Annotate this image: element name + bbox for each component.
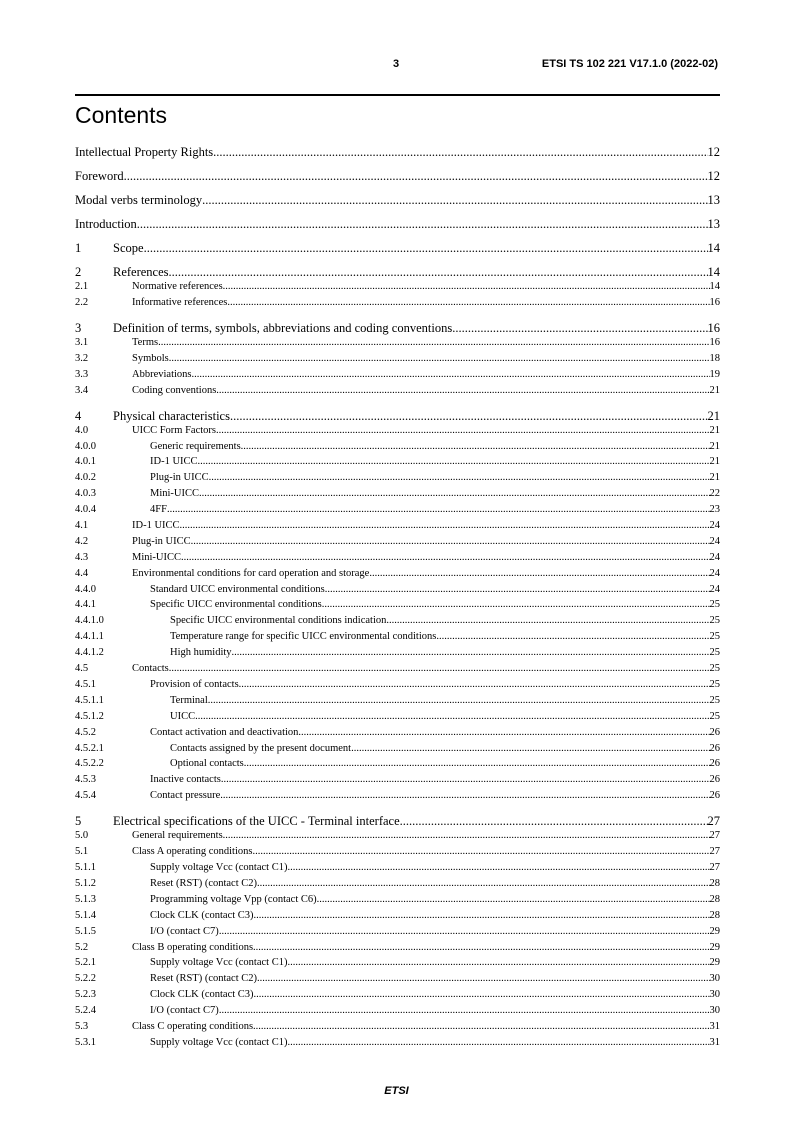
toc-leader-dots (169, 264, 708, 280)
toc-entry-title: Introduction (75, 217, 137, 231)
toc-leader-dots (400, 813, 708, 829)
toc-entry-title: Scope (113, 241, 144, 255)
toc-entry-number: 3.1 (75, 337, 89, 348)
toc-entry-page: 28 (709, 878, 720, 889)
toc-entry-title: Specific UICC environmental conditions (150, 599, 322, 610)
toc-entry-page: 28 (709, 894, 720, 905)
toc-leader-dots (322, 598, 710, 611)
toc-entry[interactable] (75, 567, 720, 580)
toc-leader-dots (257, 877, 709, 890)
toc-entry[interactable] (75, 535, 720, 548)
toc-entry-number: 3.4 (75, 385, 89, 396)
toc-leader-dots (216, 424, 710, 437)
toc-entry-title: Plug-in UICC (150, 472, 209, 483)
toc-entry[interactable] (75, 424, 720, 437)
toc-leader-dots (227, 296, 709, 309)
toc-entry-page: 14 (709, 281, 720, 292)
toc-leader-dots (244, 757, 710, 770)
toc-entry[interactable] (75, 773, 720, 786)
toc-entry-page: 25 (709, 599, 720, 610)
toc-entry-title: Mini-UICC (132, 552, 182, 563)
toc-entry-number: 4.0.3 (75, 488, 96, 499)
page-title: Contents (75, 102, 168, 128)
toc-entry-page: 26 (709, 743, 720, 754)
toc-entry[interactable] (75, 280, 720, 293)
toc-entry[interactable] (75, 757, 720, 770)
toc-entry-page: 24 (709, 552, 720, 563)
toc-leader-dots (287, 861, 709, 874)
toc-entry-page: 26 (709, 727, 720, 738)
toc-entry-title: Contact activation and deactivation (150, 727, 299, 738)
toc-entry-number: 5.1.5 (75, 926, 96, 937)
toc-entry[interactable] (75, 503, 720, 516)
toc-entry-number: 4.5.3 (75, 774, 96, 785)
toc-entry-number: 5.2.2 (75, 973, 96, 984)
toc-leader-dots (239, 678, 710, 691)
toc-leader-dots (216, 384, 709, 397)
toc-entry-title: Class B operating conditions (132, 942, 254, 953)
toc-entry-page: 16 (709, 297, 720, 308)
toc-entry-number: 5.1.3 (75, 894, 96, 905)
toc-entry[interactable] (75, 384, 720, 397)
toc-entry[interactable] (75, 726, 720, 739)
toc-entry-number: 3.2 (75, 353, 89, 364)
toc-leader-dots (191, 535, 710, 548)
page-number: 3 (392, 58, 400, 70)
toc-entry-page: 22 (709, 488, 720, 499)
toc-entry-title: Reset (RST) (contact C2) (150, 878, 258, 889)
toc-entry-page: 21 (709, 441, 720, 452)
toc-entry-page: 25 (709, 663, 720, 674)
toc-entry[interactable] (75, 742, 720, 755)
toc-leader-dots (298, 726, 709, 739)
toc-leader-dots (254, 909, 710, 922)
toc-entry[interactable] (75, 662, 720, 675)
toc-entry-number: 4.5.1.1 (75, 695, 104, 706)
toc-entry-page: 27 (707, 814, 720, 828)
toc-entry-page: 25 (709, 615, 720, 626)
toc-entry[interactable] (75, 264, 720, 280)
toc-leader-dots (202, 192, 707, 208)
toc-entry-title: Optional contacts (170, 758, 244, 769)
toc-entry-page: 16 (707, 321, 720, 335)
toc-entry-number: 5.2 (75, 942, 89, 953)
toc-entry[interactable] (75, 678, 720, 691)
toc-entry-title: Class A operating conditions (132, 846, 253, 857)
footer-label: ETSI (384, 1085, 409, 1097)
toc-leader-dots (221, 773, 710, 786)
toc-entry[interactable] (75, 861, 720, 874)
toc-entry-page: 21 (707, 409, 720, 423)
toc-entry-title: Contacts assigned by the present document (170, 743, 352, 754)
toc-leader-dots (169, 352, 710, 365)
toc-leader-dots (351, 742, 709, 755)
toc-entry-title: I/O (contact C7) (150, 926, 219, 937)
toc-leader-dots (208, 694, 710, 707)
toc-leader-dots (198, 455, 710, 468)
toc-entry-page: 16 (709, 337, 720, 348)
toc-entry-title: Programming voltage Vpp (contact C6) (150, 894, 317, 905)
toc-entry-number: 3 (75, 321, 82, 335)
toc-entry-page: 27 (709, 846, 720, 857)
toc-leader-dots (219, 1004, 710, 1017)
toc-entry-title: Environmental conditions for card operation and storage (132, 568, 370, 579)
toc-entry-number: 5.1.2 (75, 878, 96, 889)
toc-entry-number: 5.2.1 (75, 957, 96, 968)
toc-entry-title: Abbreviations (132, 369, 192, 380)
toc-entry-page: 21 (709, 472, 720, 483)
toc-entry[interactable] (75, 471, 720, 484)
toc-entry[interactable] (75, 368, 720, 381)
toc-entry[interactable] (75, 1036, 720, 1049)
toc-entry-number: 4.0.2 (75, 472, 96, 483)
toc-entry[interactable] (75, 408, 720, 424)
toc-entry-page: 25 (709, 631, 720, 642)
toc-leader-dots (232, 646, 710, 659)
toc-leader-dots (257, 972, 709, 985)
toc-entry-page: 31 (709, 1037, 720, 1048)
document-id: ETSI TS 102 221 V17.1.0 (2022-02) (541, 58, 718, 70)
toc-leader-dots (317, 893, 710, 906)
toc-entry-number: 4.5.2 (75, 727, 96, 738)
toc-entry-number: 4.3 (75, 552, 89, 563)
toc-entry-title: Electrical specifications of the UICC - Terminal interface (113, 814, 400, 828)
toc-entry-title: Physical characteristics (113, 409, 230, 423)
toc-entry-page: 19 (709, 369, 720, 380)
toc-entry-number: 4.4.1.2 (75, 647, 104, 658)
toc-entry[interactable] (75, 240, 720, 256)
toc-entry-page: 21 (709, 456, 720, 467)
toc-entry-number: 5.3.1 (75, 1037, 96, 1048)
toc-entry[interactable] (75, 320, 720, 336)
toc-entry-number: 4.5.4 (75, 790, 96, 801)
toc-entry-title: I/O (contact C7) (150, 1005, 219, 1016)
toc-leader-dots (124, 168, 708, 184)
toc-leader-dots (199, 487, 709, 500)
toc-entry-number: 4.0.0 (75, 441, 96, 452)
toc-entry[interactable] (75, 598, 720, 611)
toc-entry-title: Terms (132, 337, 159, 348)
toc-leader-dots (452, 320, 707, 336)
toc-leader-dots (252, 845, 709, 858)
toc-entry-page: 30 (709, 989, 720, 1000)
toc-entry-page: 14 (707, 265, 720, 279)
toc-entry-number: 2.2 (75, 297, 89, 308)
toc-entry-title: Clock CLK (contact C3) (150, 910, 254, 921)
toc-entry-title: ID-1 UICC (132, 520, 180, 531)
toc-leader-dots (369, 567, 709, 580)
toc-entry[interactable] (75, 813, 720, 829)
toc-entry-number: 4.4 (75, 568, 89, 579)
toc-entry[interactable] (75, 455, 720, 468)
toc-leader-dots (213, 144, 707, 160)
toc-leader-dots (180, 519, 710, 532)
toc-entry-title: Normative references (132, 281, 223, 292)
toc-entry-page: 29 (709, 957, 720, 968)
toc-entry-title: Clock CLK (contact C3) (150, 989, 254, 1000)
toc-entry-page: 26 (709, 790, 720, 801)
toc-entry-number: 4.4.1.1 (75, 631, 104, 642)
toc-entry-page: 14 (707, 241, 720, 255)
toc-leader-dots (219, 925, 710, 938)
toc-entry-number: 5 (75, 814, 82, 828)
toc-entry-page: 25 (709, 647, 720, 658)
toc-leader-dots (195, 710, 709, 723)
toc-entry-number: 2 (75, 265, 82, 279)
toc-entry-title: Class C operating conditions (132, 1021, 254, 1032)
toc-entry-number: 3.3 (75, 369, 89, 380)
toc-entry-number: 4.5.2.2 (75, 758, 104, 769)
toc-entry-title: Temperature range for specific UICC environmental conditions (170, 631, 437, 642)
toc-leader-dots (287, 1036, 709, 1049)
toc-entry-number: 5.2.3 (75, 989, 96, 1000)
toc-entry-title: ID-1 UICC (150, 456, 198, 467)
toc-entry-page: 30 (709, 1005, 720, 1016)
toc-entry-number: 4.2 (75, 536, 89, 547)
toc-entry-number: 4.4.1 (75, 599, 96, 610)
toc-entry[interactable] (75, 630, 720, 643)
toc-leader-dots (137, 216, 708, 232)
toc-entry-title: Standard UICC environmental conditions (150, 584, 325, 595)
toc-leader-dots (223, 829, 710, 842)
toc-entry-title: Foreword (75, 169, 124, 183)
toc-entry[interactable] (75, 216, 720, 232)
toc-entry-number: 4.1 (75, 520, 89, 531)
toc-entry-page: 27 (709, 862, 720, 873)
toc-entry-page: 23 (709, 504, 720, 515)
toc-leader-dots (254, 988, 710, 1001)
toc-leader-dots (144, 240, 708, 256)
toc-entry-page: 29 (709, 926, 720, 937)
toc-entry-number: 4.5.1 (75, 679, 96, 690)
toc-entry-page: 24 (709, 520, 720, 531)
toc-entry[interactable] (75, 614, 720, 627)
toc-entry[interactable] (75, 956, 720, 969)
toc-leader-dots (287, 956, 709, 969)
toc-entry-page: 21 (709, 425, 720, 436)
toc-entry-number: 5.1.1 (75, 862, 96, 873)
toc-leader-dots (253, 1020, 709, 1033)
toc-entry-page: 25 (709, 695, 720, 706)
toc-entry-number: 4.5.1.2 (75, 711, 104, 722)
toc-leader-dots (220, 789, 709, 802)
toc-entry[interactable] (75, 893, 720, 906)
toc-entry-page: 24 (709, 568, 720, 579)
toc-entry[interactable] (75, 789, 720, 802)
toc-entry-title: Generic requirements (150, 441, 241, 452)
toc-entry[interactable] (75, 144, 720, 160)
toc-leader-dots (253, 941, 709, 954)
toc-entry-number: 4 (75, 409, 82, 423)
toc-entry-page: 13 (707, 217, 720, 231)
toc-entry-title: Supply voltage Vcc (contact C1) (150, 1037, 288, 1048)
toc-entry-number: 1 (75, 241, 82, 255)
toc-entry-title: Supply voltage Vcc (contact C1) (150, 957, 288, 968)
toc-entry-number: 2.1 (75, 281, 89, 292)
toc-entry[interactable] (75, 440, 720, 453)
toc-leader-dots (325, 583, 710, 596)
toc-entry-page: 27 (709, 830, 720, 841)
toc-entry-title: 4FF (150, 504, 167, 515)
toc-entry[interactable] (75, 988, 720, 1001)
toc-entry-page: 30 (709, 973, 720, 984)
toc-entry-title: Plug-in UICC (132, 536, 191, 547)
toc-entry-page: 28 (709, 910, 720, 921)
toc-entry-number: 5.3 (75, 1021, 89, 1032)
toc-entry-title: UICC Form Factors (132, 425, 216, 436)
toc-entry-number: 5.0 (75, 830, 89, 841)
toc-entry-title: Specific UICC environmental conditions indication (170, 615, 387, 626)
toc-leader-dots (192, 368, 710, 381)
toc-entry[interactable] (75, 829, 720, 842)
toc-entry-title: Informative references (132, 297, 228, 308)
toc-entry-number: 4.0.4 (75, 504, 96, 515)
toc-entry-number: 4.4.0 (75, 584, 96, 595)
toc-leader-dots (158, 336, 709, 349)
toc-entry[interactable] (75, 941, 720, 954)
toc-entry-number: 4.5 (75, 663, 89, 674)
toc-entry-title: Contact pressure (150, 790, 221, 801)
toc-entry-number: 4.5.2.1 (75, 743, 104, 754)
toc-entry-title: Intellectual Property Rights (75, 145, 214, 159)
toc-entry-page: 18 (709, 353, 720, 364)
toc-entry-title: References (113, 265, 169, 279)
toc-entry[interactable] (75, 487, 720, 500)
toc-leader-dots (169, 662, 710, 675)
toc-entry[interactable] (75, 352, 720, 365)
toc-entry[interactable] (75, 296, 720, 309)
toc-entry-title: General requirements (132, 830, 223, 841)
toc-entry-page: 25 (709, 679, 720, 690)
toc-leader-dots (209, 471, 710, 484)
toc-entry-number: 5.1.4 (75, 910, 96, 921)
toc-leader-dots (241, 440, 710, 453)
toc-entry[interactable] (75, 909, 720, 922)
toc-entry-title: Inactive contacts (150, 774, 221, 785)
toc-entry-title: Coding conventions (132, 385, 217, 396)
toc-entry-page: 26 (709, 774, 720, 785)
toc-entry-title: Reset (RST) (contact C2) (150, 973, 258, 984)
toc-entry-number: 4.0.1 (75, 456, 96, 467)
toc-entry[interactable] (75, 583, 720, 596)
toc-leader-dots (230, 408, 708, 424)
toc-entry-number: 4.0 (75, 425, 89, 436)
toc-entry[interactable] (75, 336, 720, 349)
toc-leader-dots (167, 503, 710, 516)
toc-entry[interactable] (75, 192, 720, 208)
toc-entry[interactable] (75, 168, 720, 184)
toc-entry-page: 12 (707, 169, 720, 183)
toc-entry-page: 29 (709, 942, 720, 953)
toc-entry-page: 25 (709, 711, 720, 722)
toc-leader-dots (436, 630, 709, 643)
toc-entry-number: 5.1 (75, 846, 89, 857)
toc-entry-page: 21 (709, 385, 720, 396)
toc-entry-page: 24 (709, 536, 720, 547)
toc-entry[interactable] (75, 972, 720, 985)
toc-entry-number: 5.2.4 (75, 1005, 96, 1016)
toc-entry[interactable] (75, 1020, 720, 1033)
toc-entry-title: UICC (170, 711, 196, 722)
toc-entry-title: Symbols (132, 353, 169, 364)
toc-entry[interactable] (75, 877, 720, 890)
toc-entry-title: Modal verbs terminology (75, 193, 203, 207)
toc-entry-page: 24 (709, 584, 720, 595)
toc-entry[interactable] (75, 1004, 720, 1017)
toc-entry-title: Contacts (132, 663, 169, 674)
toc-entry[interactable] (75, 694, 720, 707)
toc-entry-page: 12 (707, 145, 720, 159)
toc-entry[interactable] (75, 551, 720, 564)
toc-entry[interactable] (75, 519, 720, 532)
header-rule (75, 94, 720, 96)
toc-entry-title: High humidity (170, 647, 232, 658)
toc-entry[interactable] (75, 845, 720, 858)
toc-entry-page: 31 (709, 1021, 720, 1032)
toc-entry[interactable] (75, 925, 720, 938)
toc-entry-number: 4.4.1.0 (75, 615, 104, 626)
toc-entry-title: Provision of contacts (150, 679, 239, 690)
toc-entry[interactable] (75, 710, 720, 723)
toc-leader-dots (386, 614, 709, 627)
toc-entry-page: 13 (707, 193, 720, 207)
toc-entry-title: Supply voltage Vcc (contact C1) (150, 862, 288, 873)
toc-leader-dots (223, 280, 710, 293)
toc-entry-page: 26 (709, 758, 720, 769)
toc-entry[interactable] (75, 646, 720, 659)
toc-leader-dots (181, 551, 709, 564)
toc-entry-title: Terminal (170, 695, 208, 706)
toc-entry-title: Definition of terms, symbols, abbreviations and coding conventions (113, 321, 453, 335)
toc-entry-title: Mini-UICC (150, 488, 200, 499)
